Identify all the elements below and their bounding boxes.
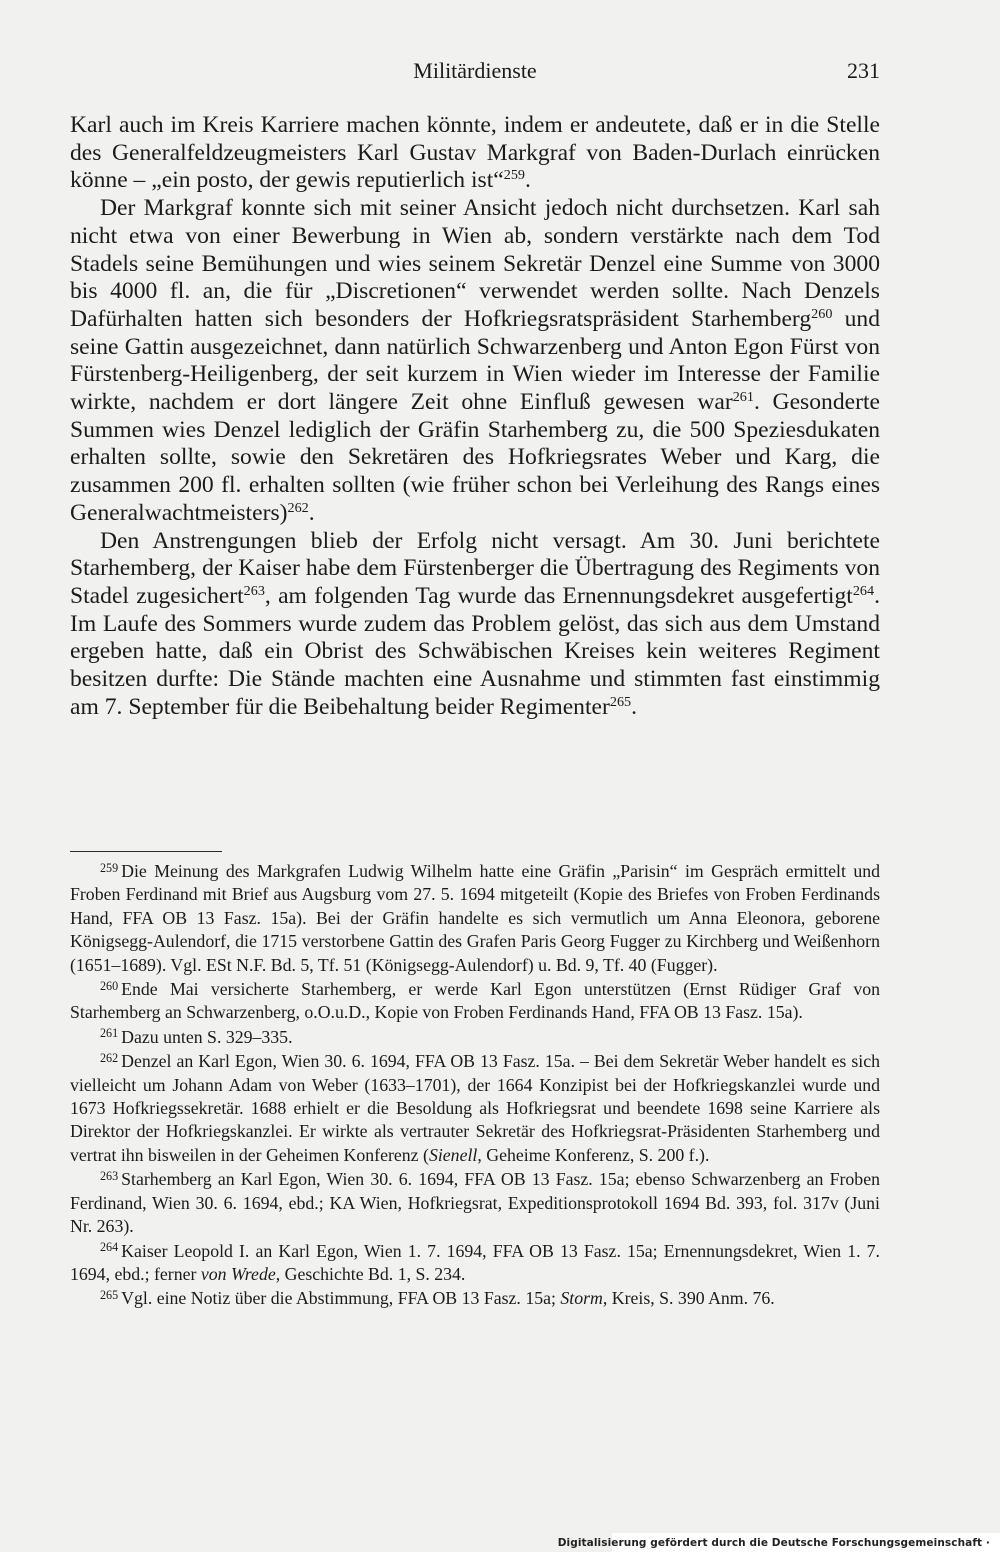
- paragraph-1-tail: .: [524, 167, 531, 194]
- footnote-text: , Kreis, S. 390 Anm. 76.: [602, 1288, 775, 1309]
- footnote-ref-265[interactable]: 265: [609, 693, 632, 710]
- footnote-text: Starhemberg an Karl Egon, Wien 30. 6. 1694, FFA OB 13 Fasz. 15a; ebenso Schwarzenberg an Froben Ferdinand, Wien 30. 6. 1694, ebd.; KA Wien, Hofkriegsrat, Expeditionsprotokoll 1694 Bd. 393, fol. 317v (Juni Nr. 263).: [70, 1169, 880, 1237]
- footnote-author: Sienell: [428, 1144, 478, 1165]
- paragraph-3-text-c: . Im Laufe des Sommers wurde zudem das Problem gelöst, das sich aus dem Umstand ergeben hatte, daß ein Obrist des Schwäbischen Kreises kein weiteres Regiment besitzen durfte: Die Stände machten eine Ausnahme und stimmten fast einstimmig am 7. September für die Beibehaltung beider Regimenter: [70, 582, 880, 720]
- footnote-text: Ende Mai versicherte Starhemberg, er werde Karl Egon unterstützen (Ernst Rüdiger Graf von Starhemberg an Schwarzenberg, o.O.u.D., Kopie von Froben Ferdinands Hand, FFA OB 13 Fasz. 15a).: [70, 979, 880, 1023]
- footnote-264: [70, 1240, 880, 1287]
- page-number: 231: [847, 58, 880, 83]
- footnote-259: [70, 860, 880, 977]
- footnote-number: 262: [100, 1050, 119, 1065]
- footnote-author: von Wrede: [200, 1263, 276, 1284]
- footnote-number: 265: [100, 1287, 119, 1302]
- paragraph-1: [70, 112, 880, 195]
- paragraph-3-text-a: Den Anstrengungen blieb der Erfolg nicht versagt. Am 30. Juni berichtete Starhemberg, der Kaiser habe dem Fürstenberger die Übertragung des Regiments von Stadel zugesichert: [70, 527, 880, 609]
- digitization-credit: Digitalisierung gefördert durch die Deutsche Forschungsgemeinschaft ·: [557, 1536, 990, 1549]
- paragraph-2-text-c: . Gesonderte Summen wies Denzel lediglich der Gräfin Starhemberg zu, die 500 Speziesdukaten erhalten sollte, sowie den Sekretären des Hofkriegsrates Weber und Karg, die zusammen 200 fl. erhalten sollten (wie früher schon bei Verleihung des Rangs eines Generalwachtmeisters): [70, 389, 880, 526]
- footnote-text: , Geschichte Bd. 1, S. 234.: [275, 1263, 466, 1284]
- footnote-number: 259: [100, 860, 119, 875]
- footnote-text: Die Meinung des Markgrafen Ludwig Wilhelm hatte eine Gräfin „Parisin“ im Gespräch ermittelt und Froben Ferdinand mit Brief aus Augsburg vom 27. 5. 1694 mitgeteilt (Kopie des Briefes von Froben Ferdinands Hand, FFA OB 13 Fasz. 15a). Bei der Gräfin handelte es sich vermutlich um Anna Eleonora, geborene Königsegg-Aulendorf, die 1715 verstorbene Gattin des Grafen Paris Georg Fugger zu Kirchberg und Weißenhorn (1651–1689). Vgl. ESt N.F. Bd. 5, Tf. 51 (Königsegg-Aulendorf) u. Bd. 9, Tf. 40 (Fugger).: [70, 861, 880, 975]
- footnote-number: 264: [100, 1240, 119, 1255]
- footnote-263: [70, 1168, 880, 1238]
- footnote-261: [70, 1026, 880, 1049]
- footnote-number: 260: [100, 978, 119, 993]
- footnote-separator: [70, 851, 222, 852]
- footnote-text: , Geheime Konferenz, S. 200 f.).: [477, 1144, 710, 1165]
- paragraph-2-text-a: Der Markgraf konnte sich mit seiner Ansicht jedoch nicht durchsetzen. Karl sah nicht etwa von einer Bewerbung in Wien ab, sondern verstärkte nach dem Tod Stadels seine Bemühungen und wies seinem Sekretär Denzel eine Summe von 3000 bis 4000 fl. an, die für „Discretionen“ verwendet werden sollte. Nach Denzels Dafürhalten hatten sich besonders der Hofkriegsratspräsident Starhemberg: [70, 195, 880, 332]
- footnote-text: Vgl. eine Notiz über die Abstimmung, FFA OB 13 Fasz. 15a;: [121, 1288, 561, 1309]
- main-text: [70, 112, 880, 721]
- paragraph-1-text: Karl auch im Kreis Karriere machen könnte, indem er andeutete, daß er in die Stelle des Generalfeldzeugmeisters Karl Gustav Markgraf von Baden-Durlach einrücken könne – „ein posto, der gewis reputierlich ist“: [70, 112, 880, 194]
- footnote-author: Storm: [560, 1288, 603, 1309]
- footnote-text: Kaiser Leopold I. an Karl Egon, Wien 1. 7. 1694, FFA OB 13 Fasz. 15a; Ernennungsdekret, Wien 1. 7. 1694, ebd.; ferner: [70, 1240, 880, 1284]
- footnote-number: 263: [100, 1168, 119, 1183]
- running-title: Militärdienste: [413, 58, 537, 83]
- footnote-text: Denzel an Karl Egon, Wien 30. 6. 1694, FFA OB 13 Fasz. 15a. – Bei dem Sekretär Weber handelt es sich vielleicht um Johann Adam von Weber (1633–1701), der 1664 Konzipist bei der Hofkriegskanzlei wurde und 1673 Hofkriegssekretär. 1688 erhielt er die Besoldung als Hofkriegsrat und beendete 1698 seine Karriere als Direktor der Hofkriegskanzlei. Er wirkte als vertrauter Sekretär des Hofkriegsrat-Präsidenten Starhemberg und vertrat ihn bisweilen in der Geheimen Konferenz (: [70, 1051, 880, 1165]
- paragraph-2-text-d: .: [308, 499, 315, 526]
- paragraph-3-text-d: .: [631, 693, 637, 720]
- footnote-ref-263[interactable]: 263: [243, 583, 265, 600]
- footnote-ref-260[interactable]: 260: [811, 306, 833, 323]
- footnote-ref-259[interactable]: 259: [503, 167, 525, 184]
- footnote-number: 261: [100, 1026, 119, 1041]
- paragraph-3: [70, 528, 880, 722]
- footnote-text: Dazu unten S. 329–335.: [121, 1026, 293, 1047]
- footnote-262: [70, 1050, 880, 1167]
- running-header: [70, 56, 880, 90]
- footnote-ref-262[interactable]: 262: [287, 500, 309, 517]
- footnotes: [70, 860, 880, 1311]
- footnote-ref-264[interactable]: 264: [852, 583, 875, 600]
- footnote-265: [70, 1287, 880, 1310]
- paragraph-2: [70, 195, 880, 527]
- paragraph-2-text-b: und seine Gattin ausgezeichnet, dann natürlich Schwarzenberg und Anton Egon Fürst von Fürstenberg-Heiligenberg, der seit kurzem in Wien wieder im Interesse der Familie wirkte, nachdem er dort längere Zeit ohne Einfluß gewesen war: [70, 305, 881, 416]
- digitization-footer: [557, 1533, 1000, 1552]
- footnote-260: [70, 978, 880, 1025]
- footnote-ref-261[interactable]: 261: [732, 389, 754, 406]
- paragraph-3-text-b: , am folgenden Tag wurde das Ernennungsdekret ausgefertigt: [264, 582, 853, 609]
